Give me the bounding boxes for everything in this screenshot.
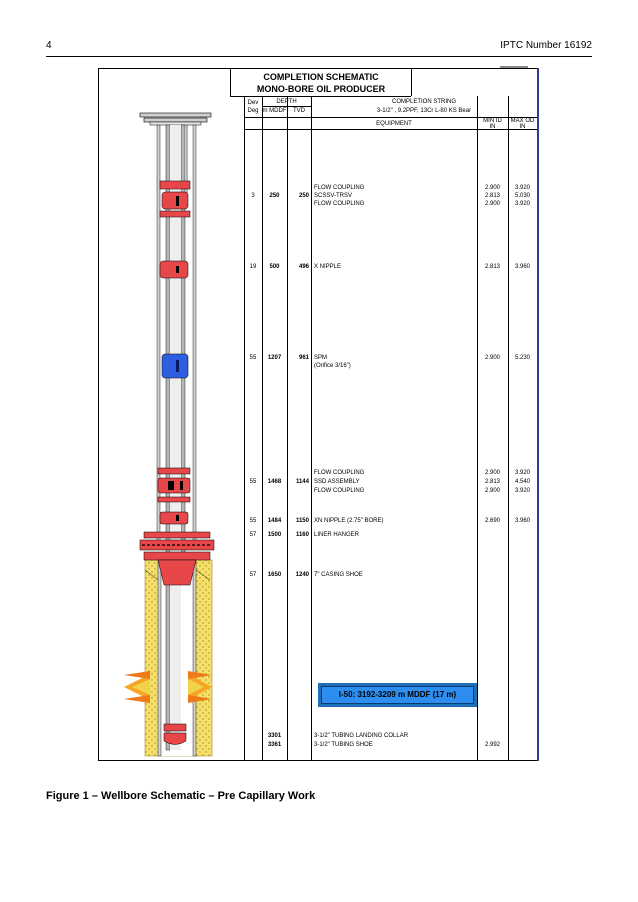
row-dev: 55 <box>249 479 257 485</box>
row-md: 250 <box>269 193 280 199</box>
row-equip: XN NIPPLE (2.75" BORE) <box>314 518 384 524</box>
row-tvd: 1144 <box>295 479 309 485</box>
row-maxod: 5.230 <box>514 355 530 361</box>
hdr-string-desc: 3-1/2" , 9.2PPF, 13Cr L-80 KS Bear <box>376 108 472 114</box>
hdr-maxod-unit: IN <box>519 124 526 130</box>
row-equip: X NIPPLE <box>314 264 342 270</box>
hdr-minid: MIN ID <box>483 118 502 124</box>
hdr-dev: Dev <box>247 100 259 106</box>
row-minid: 2.900 <box>484 470 500 476</box>
row-equip: (Orifice 3/16") <box>314 363 351 369</box>
row-minid: 2.900 <box>484 355 500 361</box>
row-tvd: 961 <box>298 355 309 361</box>
row-equip: SCSSV-TRSV <box>314 193 353 199</box>
row-equip: FLOW COUPLING <box>314 201 365 207</box>
row-dev: 55 <box>249 518 257 524</box>
hdr-string-title: COMPLETION STRING <box>391 99 456 105</box>
hdr-tvd: TVD <box>293 108 305 114</box>
row-equip: FLOW COUPLING <box>314 185 365 191</box>
row-md: 500 <box>269 264 280 270</box>
row-md: 1484 <box>267 518 282 524</box>
row-minid: 2.813 <box>484 193 500 199</box>
liner-wall-right <box>193 560 196 756</box>
row-tvd: 1150 <box>295 518 309 524</box>
spm-icon <box>162 354 188 378</box>
row-maxod: 3.960 <box>514 518 530 524</box>
perforation-label: I-50: 3192-3209 m MDDF (17 m) <box>321 686 474 704</box>
row-tvd: 1240 <box>295 572 309 578</box>
title-line-1: COMPLETION SCHEMATIC <box>263 72 379 82</box>
row-minid: 2.900 <box>484 488 500 494</box>
scssv-icon <box>160 181 190 217</box>
row-dev: 19 <box>249 264 257 270</box>
xn-nipple-icon <box>160 512 188 524</box>
row-equip: 3-1/2" TUBING SHOE <box>314 742 373 748</box>
paper-id: IPTC Number 16192 <box>500 40 592 51</box>
row-minid: 2.813 <box>484 264 500 270</box>
row-equip: 3-1/2" TUBING LANDING COLLAR <box>314 733 409 739</box>
row-maxod: 3.960 <box>514 264 530 270</box>
row-minid: 2.900 <box>484 185 500 191</box>
tubing-shoe-icon <box>164 724 186 745</box>
row-dev: 55 <box>249 355 257 361</box>
row-md: 1207 <box>267 355 282 361</box>
row-maxod: 3.920 <box>514 470 530 476</box>
casing-shoe-icon <box>158 560 196 585</box>
ssd-assembly-icon <box>158 468 190 502</box>
hdr-maxod: MAX OD <box>510 118 535 124</box>
row-md: 1650 <box>267 572 282 578</box>
row-equip: 7" CASING SHOE <box>314 572 363 578</box>
hdr-equipment: EQUIPMENT <box>376 121 412 127</box>
row-maxod: 3.920 <box>514 201 530 207</box>
row-maxod: 3.920 <box>514 488 530 494</box>
x-nipple-icon <box>160 261 188 278</box>
hdr-minid-unit: IN <box>489 124 496 130</box>
row-equip: FLOW COUPLING <box>314 470 365 476</box>
row-md: 1500 <box>267 532 282 538</box>
row-dev: 57 <box>249 532 257 538</box>
row-md: 3361 <box>267 742 282 748</box>
row-equip: LINER HANGER <box>314 532 360 538</box>
liner-wall-left <box>158 560 161 756</box>
hdr-mmddf: m MDDF <box>262 108 287 114</box>
row-equip: SPM <box>314 355 328 361</box>
row-maxod: 4.540 <box>514 479 530 485</box>
perforation-flare-left-icon <box>124 671 150 703</box>
row-equip: SSD ASSEMBLY <box>314 479 360 485</box>
row-minid: 2.900 <box>484 201 500 207</box>
row-tvd: 250 <box>298 193 309 199</box>
row-tvd: 1160 <box>295 532 309 538</box>
hdr-depth: DEPTH <box>276 99 297 105</box>
row-minid: 2.813 <box>484 479 500 485</box>
page-number: 4 <box>46 40 52 51</box>
title-line-2: MONO-BORE OIL PRODUCER <box>256 84 386 94</box>
hdr-deg: Deg <box>247 108 259 114</box>
row-minid: 2.992 <box>484 742 500 748</box>
row-maxod: 5.030 <box>514 193 530 199</box>
liner-hanger-icon <box>140 532 214 560</box>
figure-caption: Figure 1 – Wellbore Schematic – Pre Capillary Work <box>46 790 316 802</box>
row-md: 3301 <box>267 733 282 739</box>
row-tvd: 496 <box>298 264 309 270</box>
row-dev: 3 <box>251 193 255 199</box>
wellhead-icon <box>140 113 211 125</box>
row-dev: 57 <box>249 572 257 578</box>
row-equip: FLOW COUPLING <box>314 488 365 494</box>
row-md: 1468 <box>267 479 282 485</box>
row-maxod: 3.920 <box>514 185 530 191</box>
row-minid: 2.690 <box>484 518 500 524</box>
